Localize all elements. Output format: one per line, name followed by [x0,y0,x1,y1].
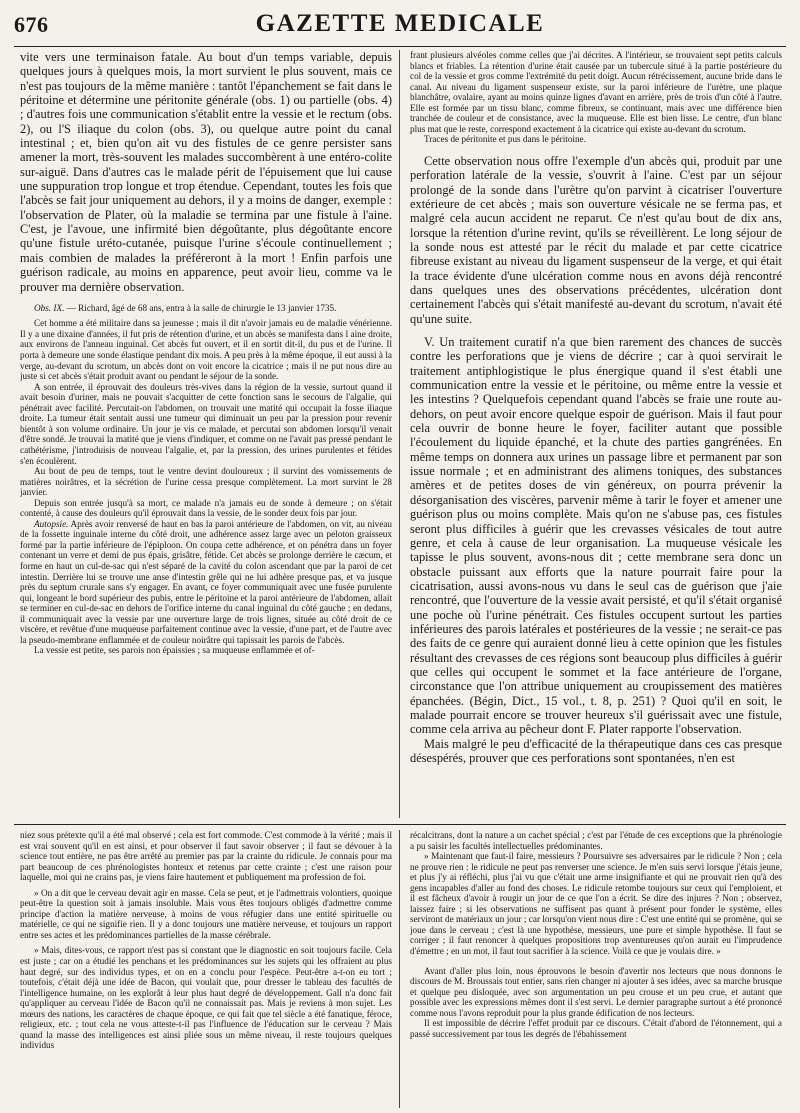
observation-heading [20,303,392,314]
article-column-right [410,50,782,820]
article-paragraph: Mais malgré le peu d'efficacité de la thérapeutique dans ces cas presque désespérés, prouver que ces perforations sont spontanées, n'en est [410,736,782,766]
feuilleton-paragraph: Il est impossible de décrire l'effet produit par ce discours. C'était d'abord de l'étonnement, qui a passé successivement par tous les degrés de l'ébahissement [410,1018,782,1039]
observation-label: Obs. IX. [34,302,65,313]
feuilleton-column-left [20,830,392,1110]
observation-intro: — Richard, âgé de 68 ans, entra à la salle de chirurgie le 13 janvier 1735. [64,302,337,313]
observation-paragraph: Au bout de peu de temps, tout le ventre devint douloureux ; il survint des vomissements de matières noirâtres, et la sécrétion de l'urine cessa presque complètement. La mort survint le 28 janvier. [20,466,392,498]
article-paragraph: Cette observation nous offre l'exemple d'un abcès qui, produit par une perforation latérale de la vessie, s'ouvrit à l'aine. C'est par un séjour prolongé de la sonde dans l'urètre qu'on parvint à cicatriser l'ouverture extérieure de cet abcès ; mais son ouverture vésicale ne se ferma pas, et malgré cela aucun accident ne reparut. Ce n'est qu'au bout de dix ans, lorsque la rétention d'urine revint, qu'ils se réveillèrent. Le long séjour de la sonde nous est attesté par le récit du malade et par cette cicatrice fibreuse existant au niveau du ligament suspenseur de la verge, et qui était la trace évidente d'une ulcération comme nous en avons déjà rencontré dans quelques unes des observations précédentes, ulcération dont certainement l'abcès qui s'était manifesté au-devant du scrotum, n'avait été qu'une suite. [410,153,782,326]
feuilleton-column-right [410,830,782,1110]
article-paragraph: vite vers une terminaison fatale. Au bout d'un temps variable, depuis quelques jours à quelques mois, la mort survient le plus souvent, mais ce n'est pas toujours de la même manière : tantôt l'épanchement se fait dans le péritoine et détermine une péritonite générale (obs. 1) ou partielle (obs. 4) ; d'autres fois une communication s'établit entre la vessie et le rectum (obs. 2), ou l'S iliaque du colon (obs. 3), ou quelque autre point du canal intestinal ; et, bien qu'on ait vu des fistules de ce genre persister sans amener la mort, très-souvent les malades succombèrent à une entéro-colite sur-aiguë. Dans d'autres cas le malade périt de l'épuisement que lui cause une suppuration trop longue et trop étendue. Cependant, toutes les fois que l'abcès se fait jour uniquement au dehors, il y a moins de danger, exemple : l'observation de Plater, où la maladie se termina par une fistule à l'aine. C'est, je l'avoue, une infirmité bien dégoûtante, plus dégoûtante encore qu'une fistule uréto-cutanée, puisque l'urine s'écoule continuellement ; mais combien de malades la préféreront à la mort ! Enfin parfois une guérison radicale, au moins en apparence, peut avoir lieu, comme va le prouver ma dernière observation. [20,50,392,294]
article-paragraph: V. Un traitement curatif n'a que bien rarement des chances de succès contre les perforations que je viens de décrire ; car à quoi servirait le traitement antiphlogistique le plus énergique quand il s'est établi une communication entre la vessie et le péritoine, ou même entre la vessie et les intestins ? Quelquefois cependant quand l'abcès se fraie une route au-dehors, on peut avoir encore quelque espoir de guérison. Mais il faut pour cela ouvrir de bonne heure le foyer, faciliter autant que possible l'écoulement du liquide épanché, et la chute des parties gangrénées. En même temps on donnera aux urines un passage libre et permanent par son issue normale ; et en administrant des alimens toniques, des substances amères et de petites doses de vin généreux, on pourra prévenir la désorganisation des viscères, parvenir même à tarir le foyer et amener une guérison plus ou moins complète. Mais qu'on ne s'abuse pas, ces fistules seront plus difficiles à guérir que les crevasses vésicales de tout autre genre, et cela à cause de leur organisation. La muqueuse vésicale les tapisse le plus souvent, avons-nous dit ; cette membrane sera donc un obstacle puissant aux efforts que la nature pourrait faire pour la cicatrisation, aussi avons-nous vu dans le seul cas de guérison que j'aie rencontré, que l'ouverture de la vessie avait persisté, et qu'il s'était organisé une poche où l'urine pénétrait. Ces fistules occupent surtout les parties inférieures des parois latérales et postérieures de la vessie ; ne serait-ce pas des faits de ce genre qui auraient donné lieu à cette opinion que les fistules résultant des crevasses de ces régions sont beaucoup plus difficiles à guérir que celles qui occupent le sommet et la face antérieure de l'organe, circonstance que l'on attribue uniquement au croupissement des matières épanchées. (Bégin, Dict., 15 vol., t. 8, p. 251) ? Quoi qu'il en soit, le malade pourrait encore se trouver heureux s'il guérissait avec une fistule, comme cela arriva au pêcheur dont F. Plater rapporte l'observation. [410,335,782,737]
feuilleton-paragraph: Avant d'aller plus loin, nous éprouvons le besoin d'avertir nos lecteurs que nous donnons le discours de M. Broussais tout entier, sans rien changer ni ajouter à ses idées, avec sa marche brusque et quelque peu disloquée, avec son argumentation un peu crouse et un peu crue, et autant que possible avec les expressions mêmes dont il s'est servi. Le dernier paragraphe surtout a été prononcé comme nous l'avons reproduit pour la plus grande édification de nos lecteurs. [410,965,782,1018]
section-rule [14,824,786,825]
observation-paragraph: Depuis son entrée jusqu'à sa mort, ce malade n'a jamais eu de sonde à demeure ; on s'était contenté, à cause des douleurs qu'il éprouvait dans la vessie, de le sonder deux fois par jour. [20,497,392,519]
autopsy-paragraph [20,519,392,646]
journal-title: GAZETTE MEDICALE [255,10,545,37]
observation-paragraph: La vessie est petite, ses parois non épaissies ; sa muqueuse enflammée et of- [34,645,315,656]
feuilleton-paragraph: » Mais, dites-vous, ce rapport n'est pas si constant que le diagnostic en soit toujours facile. Cela est juste ; car on a étudié les penchans et les prédominances sur les sujets qui les offraient au plus haut degré, sur des individus types, et on en a conclu pour l'espèce. Peut-être a-t-on eu tort ; toutefois, c'était déjà une idée de Bacon, qui voulait que, pour dresser le tableau des facultés de l'intelligence humaine, on les explorât à leur plus haut degré de développement. Gall n'a donc fait qu'appliquer au cerveau l'idée de Bacon qu'il ne connaissait pas. Mais je reviens à mon sujet. Les mœurs des nations, les caractères de chaque époque, ce qui fait que tel siècle a été fanatique, féroce, religieux, etc. ; tout cela ne vous atteste-t-il pas l'influence de l'éducation sur le cerveau ? Mais quand la masse des intelligences est ainsi pliée sous un même niveau, il reste toujours quelques individus [20,945,392,1051]
observation-paragraph: frant plusieurs alvéoles comme celles que j'ai décrites. A l'intérieur, se trouvaient sept petits calculs blancs et friables. La rétention d'urine était causée par un tubercule situé à la partie postérieure du col de la vessie et gros comme l'extrémité du petit doigt. Aucun rétrécissement, aucune bride dans le canal. Au niveau du ligament suspenseur existe, sur la paroi inférieure de l'urètre, une plaque blanchâtre, ovalaire, ayant au moins quinze lignes d'avant en arrière, près de trois d'un côté à l'autre. Elle est formée par un tissu blanc, comme fibreux, se continuant, mais avec une différence bien tranchée de couleur et de consistance, avec la muqueuse. Elle est bien lisse. Le centre, d'un blanc plus mat que le reste, correspond exactement à la cicatrice qui existe au-devant du scrotum. [410,50,782,134]
autopsy-text: Après avoir renversé de haut en bas la paroi antérieure de l'abdomen, on vit, au niveau de la fossette inguinale interne du côté droit, une adhérence assez large avec un peloton graisseux formé par la partie inférieure de l'épiploon. On coupa cette adhérence, et on pénétra dans un foyer contenant un verre et demi de pus épais, grisâtre, fétide. Cet abcès se prolonge derrière le cæcum, et forme en haut un cul-de-sac qui n'est séparé de la cavité du colon ascendant que par la paroi de cet intestin. Derrière lui se trouve une anse d'intestin grêle qui ne lui adhère presque pas, et va jusque près du septum crurale sans s'y engager. En avant, ce foyer communiquait avec une fusée purulente qui, longeant le bord supérieur des pubis, entre le péritoine et la paroi antérieure de l'abdomen, allait se terminer en cul-de-sac en dehors de l'orifice interne du canal inguinal du côté gauche ; en dedans, il communiquait avec la vessie par une ouverture large de trois lignes, située au côté droit de ce viscère, et revêtue d'une muqueuse parfaitement continue avec la vessie, d'une part, et de l'autre avec la pseudo-membrane enflammée et de couleur noirâtre qui tapissait les parois de l'abcès. [20,518,392,645]
autopsy-label: Autopsie. [34,518,69,529]
column-divider [399,50,400,818]
observation-paragraph: Traces de péritonite et pus dans le péritoine. [424,134,586,145]
observation-paragraph: Cet homme a été militaire dans sa jeunesse ; mais il dit n'avoir jamais eu de maladie vénérienne. Il y a une dixaine d'années, il fut pris de rétention d'urine, et un abcès se manifesta dans l aine droite, aux environs de l'anneau inguinal. Cet abcès fut ouvert, et il en sortit dit-il, du pus et de l'urine. Il porta à demeure une sonde élastique pendant dix mois. A peu près à la même époque, il eut aussi à la verge, au-devant du scrotum, un abcès dont on voit encore la cicatrice ; mais il ne put nous dire au juste si cet abcès s'était produit avant ou pendant le séjour de la sonde. [20,318,392,382]
article-column-left [20,50,392,820]
observation-paragraph: A son entrée, il éprouvait des douleurs très-vives dans la région de la vessie, surtout quand il avait besoin d'uriner, mais ne pouvait s'acquitter de cette fonction sans le secours de l'algalie, qui pénétrait avec facilité. Percutait-on l'abdomen, on trouvait une matité qui occupait la fosse iliaque droite. La tumeur était sentait aussi une tumeur qui diminuait un peu par la pression pour revenir bientôt à son volume ordinaire. Un jour je vis ce malade, et percutai son abdomen lorsqu'il venait d'être sondé. Je trouvai la matité que je viens d'indiquer, et comme on ne l'avait pas pressé pendant le cathétérisme, j'introduisis de nouveau l'algalie, et, par la pression, des urines purulentes et fétides s'en écoulèrent. [20,381,392,466]
feuilleton-paragraph: niez sous prétexte qu'il a été mal observé ; cela est fort commode. C'est commode à la vérité ; mais il est vrai souvent qu'il en est ainsi, et pour observer il faut savoir observer ; il faut se dévouer à la science tout entière, ne pas être arrêté au premier pas par la crainte du ridicule. Je connais pour ma part beaucoup de ces phrénologistes honteux et retenus par cette crainte ; c'est une raison pour laquelle, moi qui ne crains pas, je viens faire hautement et publiquement ma profession de foi. [20,830,392,883]
page-header [14,8,786,42]
column-divider [399,830,400,1108]
page-number: 676 [14,12,49,37]
header-rule [14,46,786,47]
feuilleton-paragraph: récalcitrans, dont la nature a un cachet spécial ; c'est par l'étude de ces exceptions que la phrénologie a pu saisir les facultés intellectuelles prédominantes. [410,830,782,851]
feuilleton-paragraph: » On a dit que le cerveau devait agir en masse. Cela se peut, et je l'admettrais volontiers, quoique peut-être la question soit à jamais insoluble. Mais vous êtes toujours obligés d'admettre comme principe d'action la matière nerveuse, à moins de vous réfugier dans une entité spirituelle ou matérielle, ce qui ne signifie rien. Il y a donc toujours une matière nerveuse, et toujours un rapport entre ses actes et les prédominances partielles de la masse cérébrale. [20,887,392,940]
feuilleton-paragraph: » Maintenant que faut-il faire, messieurs ? Poursuivre ses adversaires par le ridicule ? Non ; cela ne prouve rien : le ridicule ne peut pas renverser une science. Je m'en suis servi lorsque j'étais jeune, et plus j'y ai réfléchi, plus j'ai vu que c'était une arme insignifiante et qui ne prouvait rien qu'à des gens incapables d'aller au fond des choses. Le ridicule retombe toujours sur ceux qui l'emploient, et il est fâcheux d'avoir à rougir un jour de ce que l'on a écrit. Se dire des injures ? Non ; observez, laissez faire ; si les observations ne suffisent pas quant à présent pour fonder le système, elles serviront de matériaux un jour ; car lorsqu'on vient nous dire : C'est une entité qui se promène, qui se joue dans le cerveau ; c'est là une hypothèse, messieurs, une pure et simple hypothèse. Il faut se corriger ; il faut renoncer à quelques propositions trop aventureuses qu'on aurait eu l'imprudence d'émettre ; en un mot, il faut tout sacrifier à la science. Voilà ce que je voulais dire. » [410,851,782,957]
